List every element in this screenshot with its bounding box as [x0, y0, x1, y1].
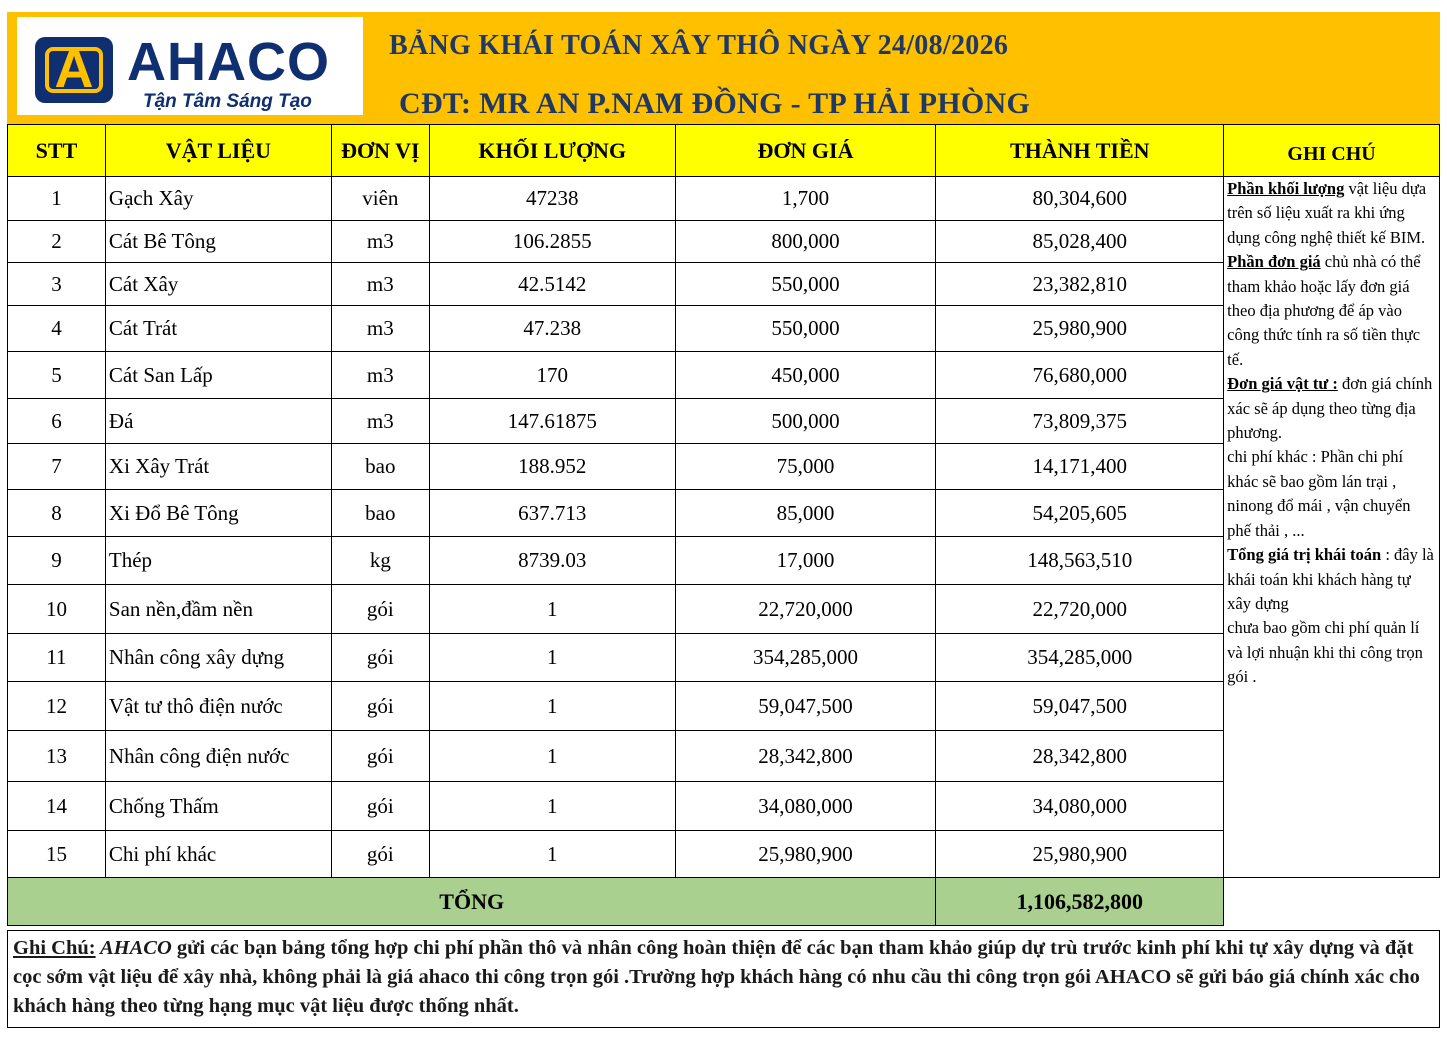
cell-amount: 22,720,000: [936, 585, 1224, 634]
cell-amount: 80,304,600: [936, 177, 1224, 221]
cell-material: Cát Bê Tông: [105, 221, 331, 263]
total-row: [8, 878, 1440, 926]
cell-quantity: 106.2855: [429, 221, 675, 263]
cell-quantity: 1: [429, 585, 675, 634]
footer-note-label: Ghi Chú:: [13, 937, 96, 959]
cell-material: Thép: [105, 537, 331, 585]
column-header-material: VẬT LIỆU: [105, 125, 331, 177]
cell-unit-price: 59,047,500: [675, 682, 936, 731]
cell-material: Nhân công điện nước: [105, 731, 331, 782]
column-header-amount: THÀNH TIỀN: [936, 125, 1224, 177]
column-header-quantity: KHỐI LƯỢNG: [429, 125, 675, 177]
cell-stt: 2: [8, 221, 106, 263]
sheet-title: BẢNG KHÁI TOÁN XÂY THÔ NGÀY 24/08/2026: [389, 30, 1009, 61]
cell-unit-price: 1,700: [675, 177, 936, 221]
cell-amount: 59,047,500: [936, 682, 1224, 731]
cell-material: Vật tư thô điện nước: [105, 682, 331, 731]
cell-quantity: 1: [429, 831, 675, 878]
cell-unit: gói: [331, 731, 429, 782]
cell-stt: 11: [8, 634, 106, 682]
cell-unit-price: 22,720,000: [675, 585, 936, 634]
total-label: TỔNG: [8, 878, 936, 926]
footer-note: [7, 930, 1440, 1028]
footer-note-text: gửi các bạn bảng tổng hợp chi phí phần thô và nhân công hoàn thiện để các bạn tham khảo giúp dự trù trước kinh phí khi tự xây dựng và đặt cọc sớm vật liệu để xây nhà, không phải là giá ahaco thi công trọn gói .Trường hợp khách hàng có nhu cầu thi công trọn gói AHACO sẽ gửi báo giá chính xác cho khách hàng theo từng hạng mục vật liệu được thống nhất.: [13, 937, 1420, 1017]
cell-unit: m3: [331, 352, 429, 399]
cell-unit: gói: [331, 782, 429, 831]
cell-stt: 8: [8, 490, 106, 537]
cell-unit: m3: [331, 306, 429, 352]
cell-quantity: 8739.03: [429, 537, 675, 585]
cell-unit: gói: [331, 634, 429, 682]
cell-material: Cát Trát: [105, 306, 331, 352]
note-material-price-label: Đơn giá vật tư :: [1227, 374, 1338, 394]
cell-quantity: 47.238: [429, 306, 675, 352]
cell-material: Chống Thấm: [105, 782, 331, 831]
cell-unit: gói: [331, 682, 429, 731]
note-material-price-text: đơn giá chính xác sẽ áp dụng theo từng địa phương.: [1227, 374, 1433, 443]
logo-badge-letter: A: [54, 39, 94, 99]
logo-slogan: Tận Tâm Sáng Tạo: [143, 91, 312, 112]
cell-stt: 10: [8, 585, 106, 634]
estimate-table: [7, 124, 1440, 926]
cell-material: Chi phí khác: [105, 831, 331, 878]
cell-unit-price: 800,000: [675, 221, 936, 263]
cell-stt: 3: [8, 263, 106, 306]
cell-quantity: 1: [429, 731, 675, 782]
total-value: 1,106,582,800: [936, 878, 1224, 926]
cell-unit-price: 28,342,800: [675, 731, 936, 782]
cell-amount: 25,980,900: [936, 306, 1224, 352]
cell-unit: m3: [331, 399, 429, 444]
cell-stt: 14: [8, 782, 106, 831]
cell-unit-price: 500,000: [675, 399, 936, 444]
cell-unit: gói: [331, 585, 429, 634]
cell-unit: gói: [331, 831, 429, 878]
note-volume-label: Phần khối lượng: [1227, 179, 1345, 198]
notes-title: GHI CHÚ: [1224, 125, 1439, 176]
cell-unit-price: 85,000: [675, 490, 936, 537]
cell-material: Xi Đổ Bê Tông: [105, 490, 331, 537]
cell-material: San nền,đầm nền: [105, 585, 331, 634]
cell-quantity: 147.61875: [429, 399, 675, 444]
cell-amount: 85,028,400: [936, 221, 1224, 263]
note-excluded-costs-text: chưa bao gồm chi phí quản lí và lợi nhuận khi thi công trọn gói .: [1227, 618, 1423, 687]
cell-unit: bao: [331, 490, 429, 537]
logo-name: AHACO: [127, 32, 330, 92]
notes-cell: [1224, 177, 1440, 878]
column-header-unit: ĐƠN VỊ: [331, 125, 429, 177]
cell-quantity: 1: [429, 682, 675, 731]
company-logo: [17, 17, 363, 115]
cell-unit-price: 34,080,000: [675, 782, 936, 831]
cell-stt: 5: [8, 352, 106, 399]
table-header-row: [8, 125, 1440, 177]
column-header-notes: [1224, 125, 1440, 177]
footer-brand: AHACO: [95, 937, 177, 959]
cell-amount: 28,342,800: [936, 731, 1224, 782]
cell-unit-price: 550,000: [675, 306, 936, 352]
cell-quantity: 188.952: [429, 444, 675, 490]
cell-quantity: 1: [429, 782, 675, 831]
cell-stt: 9: [8, 537, 106, 585]
cell-unit: kg: [331, 537, 429, 585]
header-band: [7, 12, 1440, 124]
logo-badge-icon: [35, 37, 113, 103]
cell-unit: m3: [331, 263, 429, 306]
column-header-unit-price: ĐƠN GIÁ: [675, 125, 936, 177]
cell-amount: 76,680,000: [936, 352, 1224, 399]
cell-unit: viên: [331, 177, 429, 221]
cell-stt: 12: [8, 682, 106, 731]
cell-material: Nhân công xây dựng: [105, 634, 331, 682]
cell-amount: 25,980,900: [936, 831, 1224, 878]
cell-material: Cát Xây: [105, 263, 331, 306]
cell-material: Đá: [105, 399, 331, 444]
table-row: [8, 177, 1440, 221]
estimate-sheet: [7, 12, 1440, 1028]
cell-amount: 354,285,000: [936, 634, 1224, 682]
note-price-text: chủ nhà có thể tham khảo hoặc lấy đơn giá theo địa phương để áp vào công thức tính ra số tiền thực tế.: [1227, 252, 1421, 369]
cell-material: Gạch Xây: [105, 177, 331, 221]
cell-unit-price: 25,980,900: [675, 831, 936, 878]
cell-quantity: 637.713: [429, 490, 675, 537]
cell-amount: 14,171,400: [936, 444, 1224, 490]
cell-unit: bao: [331, 444, 429, 490]
cell-unit-price: 354,285,000: [675, 634, 936, 682]
cell-material: Cát San Lấp: [105, 352, 331, 399]
cell-unit-price: 17,000: [675, 537, 936, 585]
cell-stt: 15: [8, 831, 106, 878]
cell-unit-price: 550,000: [675, 263, 936, 306]
cell-quantity: 42.5142: [429, 263, 675, 306]
sheet-subtitle: CĐT: MR AN P.NAM ĐỒNG - TP HẢI PHÒNG: [399, 87, 1031, 120]
cell-amount: 23,382,810: [936, 263, 1224, 306]
note-total-estimate-text: : đây là khái toán khi khách hàng tự xây dựng: [1227, 545, 1434, 613]
cell-quantity: 47238: [429, 177, 675, 221]
cell-amount: 73,809,375: [936, 399, 1224, 444]
cell-stt: 13: [8, 731, 106, 782]
cell-amount: 54,205,605: [936, 490, 1224, 537]
cell-unit-price: 450,000: [675, 352, 936, 399]
cell-stt: 1: [8, 177, 106, 221]
cell-unit-price: 75,000: [675, 444, 936, 490]
note-total-estimate-label: Tổng giá trị khái toán: [1227, 545, 1382, 565]
cell-stt: 4: [8, 306, 106, 352]
note-price-label: Phần đơn giá: [1227, 252, 1321, 272]
cell-stt: 6: [8, 399, 106, 444]
note-volume-text: vật liệu dựa trên số liệu xuất ra khi ứng dụng công nghệ thiết kế BIM.: [1227, 179, 1427, 247]
cell-amount: 34,080,000: [936, 782, 1224, 831]
cell-stt: 7: [8, 444, 106, 490]
cell-unit: m3: [331, 221, 429, 263]
cell-material: Xi Xây Trát: [105, 444, 331, 490]
cell-quantity: 170: [429, 352, 675, 399]
cell-amount: 148,563,510: [936, 537, 1224, 585]
column-header-stt: STT: [8, 125, 106, 177]
note-other-costs-text: chi phí khác : Phần chi phí khác sẽ bao gồm lán trại , ninong đổ mái , vận chuyển phế thải , ...: [1227, 447, 1411, 540]
cell-quantity: 1: [429, 634, 675, 682]
